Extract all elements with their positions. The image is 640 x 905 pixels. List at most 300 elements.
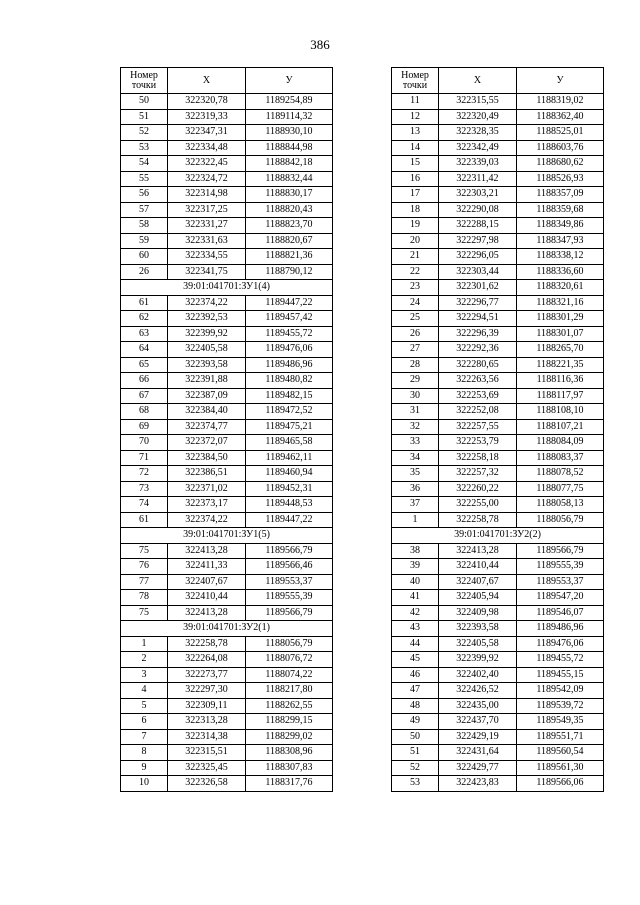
x-coordinate-cell: 322431,64 bbox=[439, 745, 517, 761]
y-coordinate-cell: 1189455,72 bbox=[517, 652, 604, 668]
point-number-cell: 7 bbox=[121, 729, 168, 745]
y-coordinate-cell: 1189462,11 bbox=[246, 450, 333, 466]
point-number-cell: 19 bbox=[392, 218, 439, 234]
y-coordinate-cell: 1189482,15 bbox=[246, 388, 333, 404]
point-number-cell: 39 bbox=[392, 559, 439, 575]
point-number-cell: 74 bbox=[121, 497, 168, 513]
table-row bbox=[121, 156, 333, 172]
x-coordinate-cell: 322320,49 bbox=[439, 109, 517, 125]
x-coordinate-cell: 322347,31 bbox=[168, 125, 246, 141]
y-coordinate-cell: 1189480,82 bbox=[246, 373, 333, 389]
table-row bbox=[392, 109, 604, 125]
point-number-cell: 13 bbox=[392, 125, 439, 141]
table-header-row bbox=[121, 68, 333, 94]
x-coordinate-cell: 322413,28 bbox=[168, 605, 246, 621]
y-coordinate-cell: 1189539,72 bbox=[517, 698, 604, 714]
x-coordinate-cell: 322315,55 bbox=[439, 94, 517, 110]
table-row bbox=[392, 187, 604, 203]
point-number-cell: 5 bbox=[121, 698, 168, 714]
y-coordinate-cell: 1188217,80 bbox=[246, 683, 333, 699]
y-coordinate-cell: 1189476,06 bbox=[517, 636, 604, 652]
y-coordinate-cell: 1188299,02 bbox=[246, 729, 333, 745]
point-number-cell: 2 bbox=[121, 652, 168, 668]
x-coordinate-cell: 322303,44 bbox=[439, 264, 517, 280]
page-number: 386 bbox=[310, 37, 330, 52]
x-coordinate-cell: 322392,53 bbox=[168, 311, 246, 327]
table-row bbox=[392, 714, 604, 730]
y-coordinate-cell: 1188307,83 bbox=[246, 760, 333, 776]
x-coordinate-cell: 322258,18 bbox=[439, 450, 517, 466]
y-coordinate-cell: 1188074,22 bbox=[246, 667, 333, 683]
y-coordinate-cell: 1188317,76 bbox=[246, 776, 333, 792]
y-coordinate-cell: 1189472,52 bbox=[246, 404, 333, 420]
y-coordinate-cell: 1188308,96 bbox=[246, 745, 333, 761]
point-number-cell: 6 bbox=[121, 714, 168, 730]
point-number-cell: 70 bbox=[121, 435, 168, 451]
y-coordinate-cell: 1188265,70 bbox=[517, 342, 604, 358]
point-number-cell: 66 bbox=[121, 373, 168, 389]
y-coordinate-cell: 1189560,54 bbox=[517, 745, 604, 761]
x-coordinate-cell: 322334,55 bbox=[168, 249, 246, 265]
point-number-cell: 76 bbox=[121, 559, 168, 575]
table-row bbox=[121, 109, 333, 125]
point-number-cell: 75 bbox=[121, 605, 168, 621]
x-coordinate-cell: 322384,50 bbox=[168, 450, 246, 466]
point-number-cell: 65 bbox=[121, 357, 168, 373]
point-number-cell: 62 bbox=[121, 311, 168, 327]
point-number-cell: 61 bbox=[121, 512, 168, 528]
y-coordinate-cell: 1189546,07 bbox=[517, 605, 604, 621]
point-number-cell: 33 bbox=[392, 435, 439, 451]
x-coordinate-cell: 322314,38 bbox=[168, 729, 246, 745]
y-coordinate-cell: 1189566,46 bbox=[246, 559, 333, 575]
y-coordinate-cell: 1189455,15 bbox=[517, 667, 604, 683]
y-coordinate-cell: 1188076,72 bbox=[246, 652, 333, 668]
y-coordinate-cell: 1188832,44 bbox=[246, 171, 333, 187]
y-coordinate-cell: 1188362,40 bbox=[517, 109, 604, 125]
point-number-cell: 54 bbox=[121, 156, 168, 172]
point-number-cell: 46 bbox=[392, 667, 439, 683]
table-row bbox=[121, 326, 333, 342]
y-coordinate-cell: 1189547,20 bbox=[517, 590, 604, 606]
x-coordinate-cell: 322280,65 bbox=[439, 357, 517, 373]
table-row bbox=[392, 683, 604, 699]
y-coordinate-cell: 1189486,96 bbox=[517, 621, 604, 637]
table-row bbox=[392, 388, 604, 404]
table-row bbox=[121, 466, 333, 482]
y-coordinate-cell: 1188056,79 bbox=[246, 636, 333, 652]
table-row bbox=[121, 714, 333, 730]
table-row bbox=[121, 559, 333, 575]
point-number-cell: 43 bbox=[392, 621, 439, 637]
table-row bbox=[392, 652, 604, 668]
y-coordinate-cell: 1188116,36 bbox=[517, 373, 604, 389]
table-row bbox=[121, 760, 333, 776]
y-coordinate-cell: 1188680,62 bbox=[517, 156, 604, 172]
point-number-cell: 63 bbox=[121, 326, 168, 342]
table-row bbox=[392, 466, 604, 482]
point-number-cell: 49 bbox=[392, 714, 439, 730]
header-x: X bbox=[168, 68, 246, 94]
header-point-number: Номер точки bbox=[121, 68, 168, 94]
y-coordinate-cell: 1188336,60 bbox=[517, 264, 604, 280]
y-coordinate-cell: 1188301,07 bbox=[517, 326, 604, 342]
point-number-cell: 72 bbox=[121, 466, 168, 482]
y-coordinate-cell: 1188301,29 bbox=[517, 311, 604, 327]
coordinates-table-left bbox=[120, 67, 333, 792]
x-coordinate-cell: 322313,28 bbox=[168, 714, 246, 730]
point-number-cell: 16 bbox=[392, 171, 439, 187]
x-coordinate-cell: 322374,22 bbox=[168, 295, 246, 311]
table-row bbox=[392, 512, 604, 528]
x-coordinate-cell: 322426,52 bbox=[439, 683, 517, 699]
point-number-cell: 53 bbox=[392, 776, 439, 792]
y-coordinate-cell: 1189566,06 bbox=[517, 776, 604, 792]
point-number-cell: 59 bbox=[121, 233, 168, 249]
table-row bbox=[392, 435, 604, 451]
x-coordinate-cell: 322331,63 bbox=[168, 233, 246, 249]
x-coordinate-cell: 322296,39 bbox=[439, 326, 517, 342]
table-row bbox=[392, 543, 604, 559]
x-coordinate-cell: 322311,42 bbox=[439, 171, 517, 187]
table-row bbox=[392, 404, 604, 420]
y-coordinate-cell: 1189448,53 bbox=[246, 497, 333, 513]
x-coordinate-cell: 322253,79 bbox=[439, 435, 517, 451]
x-coordinate-cell: 322260,22 bbox=[439, 481, 517, 497]
table-row bbox=[392, 481, 604, 497]
x-coordinate-cell: 322410,44 bbox=[168, 590, 246, 606]
point-number-cell: 12 bbox=[392, 109, 439, 125]
y-coordinate-cell: 1188347,93 bbox=[517, 233, 604, 249]
table-row bbox=[121, 683, 333, 699]
point-number-cell: 56 bbox=[121, 187, 168, 203]
x-coordinate-cell: 322399,92 bbox=[168, 326, 246, 342]
y-coordinate-cell: 1189542,09 bbox=[517, 683, 604, 699]
table-row bbox=[392, 419, 604, 435]
table-row bbox=[121, 543, 333, 559]
table-row bbox=[392, 590, 604, 606]
x-coordinate-cell: 322331,27 bbox=[168, 218, 246, 234]
x-coordinate-cell: 322409,98 bbox=[439, 605, 517, 621]
y-coordinate-cell: 1188790,12 bbox=[246, 264, 333, 280]
x-coordinate-cell: 322405,94 bbox=[439, 590, 517, 606]
y-coordinate-cell: 1189551,71 bbox=[517, 729, 604, 745]
y-coordinate-cell: 1189447,22 bbox=[246, 512, 333, 528]
header-y: У bbox=[517, 68, 604, 94]
table-row bbox=[392, 745, 604, 761]
point-number-cell: 22 bbox=[392, 264, 439, 280]
y-coordinate-cell: 1188083,37 bbox=[517, 450, 604, 466]
x-coordinate-cell: 322384,40 bbox=[168, 404, 246, 420]
y-coordinate-cell: 1188844,98 bbox=[246, 140, 333, 156]
x-coordinate-cell: 322413,28 bbox=[168, 543, 246, 559]
x-coordinate-cell: 322296,05 bbox=[439, 249, 517, 265]
table-row bbox=[392, 373, 604, 389]
header-x: X bbox=[439, 68, 517, 94]
point-number-cell: 25 bbox=[392, 311, 439, 327]
table-row bbox=[121, 574, 333, 590]
y-coordinate-cell: 1188319,02 bbox=[517, 94, 604, 110]
table-row bbox=[392, 295, 604, 311]
table-header-row bbox=[392, 68, 604, 94]
x-coordinate-cell: 322405,58 bbox=[439, 636, 517, 652]
point-number-cell: 44 bbox=[392, 636, 439, 652]
table-row bbox=[121, 435, 333, 451]
point-number-cell: 4 bbox=[121, 683, 168, 699]
point-number-cell: 18 bbox=[392, 202, 439, 218]
x-coordinate-cell: 322411,33 bbox=[168, 559, 246, 575]
point-number-cell: 15 bbox=[392, 156, 439, 172]
x-coordinate-cell: 322324,72 bbox=[168, 171, 246, 187]
point-number-cell: 52 bbox=[392, 760, 439, 776]
point-number-cell: 61 bbox=[121, 295, 168, 311]
y-coordinate-cell: 1188359,68 bbox=[517, 202, 604, 218]
point-number-cell: 60 bbox=[121, 249, 168, 265]
x-coordinate-cell: 322297,30 bbox=[168, 683, 246, 699]
point-number-cell: 11 bbox=[392, 94, 439, 110]
x-coordinate-cell: 322410,44 bbox=[439, 559, 517, 575]
table-row bbox=[121, 311, 333, 327]
x-coordinate-cell: 322393,58 bbox=[439, 621, 517, 637]
point-number-cell: 42 bbox=[392, 605, 439, 621]
point-number-cell: 40 bbox=[392, 574, 439, 590]
y-coordinate-cell: 1189452,31 bbox=[246, 481, 333, 497]
point-number-cell: 26 bbox=[392, 326, 439, 342]
y-coordinate-cell: 1188820,43 bbox=[246, 202, 333, 218]
parcel-section-label: 39:01:041701:ЗУ2(1) bbox=[121, 621, 333, 637]
x-coordinate-cell: 322288,15 bbox=[439, 218, 517, 234]
x-coordinate-cell: 322435,00 bbox=[439, 698, 517, 714]
x-coordinate-cell: 322252,08 bbox=[439, 404, 517, 420]
table-row bbox=[121, 481, 333, 497]
y-coordinate-cell: 1188830,17 bbox=[246, 187, 333, 203]
point-number-cell: 1 bbox=[121, 636, 168, 652]
x-coordinate-cell: 322297,98 bbox=[439, 233, 517, 249]
section-row bbox=[121, 528, 333, 544]
table-row bbox=[392, 94, 604, 110]
point-number-cell: 30 bbox=[392, 388, 439, 404]
x-coordinate-cell: 322371,02 bbox=[168, 481, 246, 497]
table-row bbox=[121, 295, 333, 311]
x-coordinate-cell: 322387,09 bbox=[168, 388, 246, 404]
y-coordinate-cell: 1189566,79 bbox=[517, 543, 604, 559]
x-coordinate-cell: 322339,03 bbox=[439, 156, 517, 172]
y-coordinate-cell: 1189555,39 bbox=[517, 559, 604, 575]
table-row bbox=[121, 698, 333, 714]
table-row bbox=[121, 264, 333, 280]
table-row bbox=[392, 729, 604, 745]
point-number-cell: 29 bbox=[392, 373, 439, 389]
y-coordinate-cell: 1189114,32 bbox=[246, 109, 333, 125]
table-row bbox=[121, 450, 333, 466]
table-row bbox=[121, 373, 333, 389]
point-number-cell: 35 bbox=[392, 466, 439, 482]
point-number-cell: 41 bbox=[392, 590, 439, 606]
y-coordinate-cell: 1188525,01 bbox=[517, 125, 604, 141]
x-coordinate-cell: 322374,22 bbox=[168, 512, 246, 528]
table-row bbox=[392, 156, 604, 172]
table-row bbox=[392, 450, 604, 466]
y-coordinate-cell: 1189555,39 bbox=[246, 590, 333, 606]
table-row bbox=[121, 140, 333, 156]
x-coordinate-cell: 322391,88 bbox=[168, 373, 246, 389]
table-row bbox=[392, 326, 604, 342]
point-number-cell: 3 bbox=[121, 667, 168, 683]
x-coordinate-cell: 322405,58 bbox=[168, 342, 246, 358]
point-number-cell: 75 bbox=[121, 543, 168, 559]
y-coordinate-cell: 1188820,67 bbox=[246, 233, 333, 249]
x-coordinate-cell: 322255,00 bbox=[439, 497, 517, 513]
table-row bbox=[121, 233, 333, 249]
table-row bbox=[392, 125, 604, 141]
point-number-cell: 8 bbox=[121, 745, 168, 761]
table-row bbox=[121, 404, 333, 420]
x-coordinate-cell: 322292,36 bbox=[439, 342, 517, 358]
point-number-cell: 48 bbox=[392, 698, 439, 714]
table-row bbox=[392, 357, 604, 373]
y-coordinate-cell: 1189549,35 bbox=[517, 714, 604, 730]
table-row bbox=[392, 311, 604, 327]
table-row bbox=[121, 342, 333, 358]
x-coordinate-cell: 322374,77 bbox=[168, 419, 246, 435]
x-coordinate-cell: 322317,25 bbox=[168, 202, 246, 218]
section-row bbox=[121, 280, 333, 296]
x-coordinate-cell: 322294,51 bbox=[439, 311, 517, 327]
header-point-number: Номер точки bbox=[392, 68, 439, 94]
y-coordinate-cell: 1189486,96 bbox=[246, 357, 333, 373]
table-row bbox=[121, 605, 333, 621]
point-number-cell: 47 bbox=[392, 683, 439, 699]
table-row bbox=[121, 388, 333, 404]
table-row bbox=[121, 187, 333, 203]
x-coordinate-cell: 322429,77 bbox=[439, 760, 517, 776]
coordinates-table-right bbox=[391, 67, 604, 792]
point-number-cell: 34 bbox=[392, 450, 439, 466]
section-row bbox=[121, 621, 333, 637]
y-coordinate-cell: 1189566,79 bbox=[246, 605, 333, 621]
x-coordinate-cell: 322303,21 bbox=[439, 187, 517, 203]
table-row bbox=[121, 125, 333, 141]
point-number-cell: 38 bbox=[392, 543, 439, 559]
point-number-cell: 78 bbox=[121, 590, 168, 606]
header-y: У bbox=[246, 68, 333, 94]
y-coordinate-cell: 1189476,06 bbox=[246, 342, 333, 358]
table-row bbox=[392, 497, 604, 513]
point-number-cell: 14 bbox=[392, 140, 439, 156]
x-coordinate-cell: 322372,07 bbox=[168, 435, 246, 451]
y-coordinate-cell: 1188056,79 bbox=[517, 512, 604, 528]
point-number-cell: 32 bbox=[392, 419, 439, 435]
table-row bbox=[392, 202, 604, 218]
y-coordinate-cell: 1188084,09 bbox=[517, 435, 604, 451]
x-coordinate-cell: 322258,78 bbox=[439, 512, 517, 528]
table-row bbox=[121, 667, 333, 683]
y-coordinate-cell: 1188823,70 bbox=[246, 218, 333, 234]
parcel-section-label: 39:01:041701:ЗУ2(2) bbox=[392, 528, 604, 544]
point-number-cell: 77 bbox=[121, 574, 168, 590]
point-number-cell: 27 bbox=[392, 342, 439, 358]
y-coordinate-cell: 1188321,16 bbox=[517, 295, 604, 311]
x-coordinate-cell: 322290,08 bbox=[439, 202, 517, 218]
table-row bbox=[392, 559, 604, 575]
y-coordinate-cell: 1189465,58 bbox=[246, 435, 333, 451]
y-coordinate-cell: 1189561,30 bbox=[517, 760, 604, 776]
point-number-cell: 53 bbox=[121, 140, 168, 156]
point-number-cell: 28 bbox=[392, 357, 439, 373]
point-number-cell: 58 bbox=[121, 218, 168, 234]
table-row bbox=[392, 280, 604, 296]
table-row bbox=[121, 218, 333, 234]
table-row bbox=[121, 636, 333, 652]
point-number-cell: 36 bbox=[392, 481, 439, 497]
section-row bbox=[392, 528, 604, 544]
y-coordinate-cell: 1189553,37 bbox=[517, 574, 604, 590]
y-coordinate-cell: 1188078,52 bbox=[517, 466, 604, 482]
table-row bbox=[121, 419, 333, 435]
y-coordinate-cell: 1188338,12 bbox=[517, 249, 604, 265]
y-coordinate-cell: 1189457,42 bbox=[246, 311, 333, 327]
table-row bbox=[121, 776, 333, 792]
point-number-cell: 17 bbox=[392, 187, 439, 203]
point-number-cell: 52 bbox=[121, 125, 168, 141]
x-coordinate-cell: 322407,67 bbox=[439, 574, 517, 590]
x-coordinate-cell: 322322,45 bbox=[168, 156, 246, 172]
y-coordinate-cell: 1188117,97 bbox=[517, 388, 604, 404]
table-row bbox=[392, 249, 604, 265]
x-coordinate-cell: 322407,67 bbox=[168, 574, 246, 590]
point-number-cell: 57 bbox=[121, 202, 168, 218]
x-coordinate-cell: 322320,78 bbox=[168, 94, 246, 110]
x-coordinate-cell: 322393,58 bbox=[168, 357, 246, 373]
y-coordinate-cell: 1188320,61 bbox=[517, 280, 604, 296]
point-number-cell: 69 bbox=[121, 419, 168, 435]
x-coordinate-cell: 322296,77 bbox=[439, 295, 517, 311]
x-coordinate-cell: 322334,48 bbox=[168, 140, 246, 156]
y-coordinate-cell: 1188108,10 bbox=[517, 404, 604, 420]
x-coordinate-cell: 322413,28 bbox=[439, 543, 517, 559]
x-coordinate-cell: 322342,49 bbox=[439, 140, 517, 156]
x-coordinate-cell: 322326,58 bbox=[168, 776, 246, 792]
y-coordinate-cell: 1188221,35 bbox=[517, 357, 604, 373]
x-coordinate-cell: 322328,35 bbox=[439, 125, 517, 141]
x-coordinate-cell: 322423,83 bbox=[439, 776, 517, 792]
x-coordinate-cell: 322263,56 bbox=[439, 373, 517, 389]
y-coordinate-cell: 1189553,37 bbox=[246, 574, 333, 590]
table-row bbox=[121, 94, 333, 110]
point-number-cell: 50 bbox=[392, 729, 439, 745]
table-row bbox=[121, 512, 333, 528]
point-number-cell: 64 bbox=[121, 342, 168, 358]
x-coordinate-cell: 322399,92 bbox=[439, 652, 517, 668]
point-number-cell: 45 bbox=[392, 652, 439, 668]
y-coordinate-cell: 1189254,89 bbox=[246, 94, 333, 110]
x-coordinate-cell: 322257,32 bbox=[439, 466, 517, 482]
x-coordinate-cell: 322315,51 bbox=[168, 745, 246, 761]
y-coordinate-cell: 1189566,79 bbox=[246, 543, 333, 559]
point-number-cell: 68 bbox=[121, 404, 168, 420]
table-row bbox=[121, 497, 333, 513]
y-coordinate-cell: 1189475,21 bbox=[246, 419, 333, 435]
table-row bbox=[392, 605, 604, 621]
table-row bbox=[121, 590, 333, 606]
table-row bbox=[392, 264, 604, 280]
x-coordinate-cell: 322373,17 bbox=[168, 497, 246, 513]
parcel-section-label: 39:01:041701:ЗУ1(4) bbox=[121, 280, 333, 296]
point-number-cell: 20 bbox=[392, 233, 439, 249]
x-coordinate-cell: 322257,55 bbox=[439, 419, 517, 435]
x-coordinate-cell: 322437,70 bbox=[439, 714, 517, 730]
x-coordinate-cell: 322386,51 bbox=[168, 466, 246, 482]
